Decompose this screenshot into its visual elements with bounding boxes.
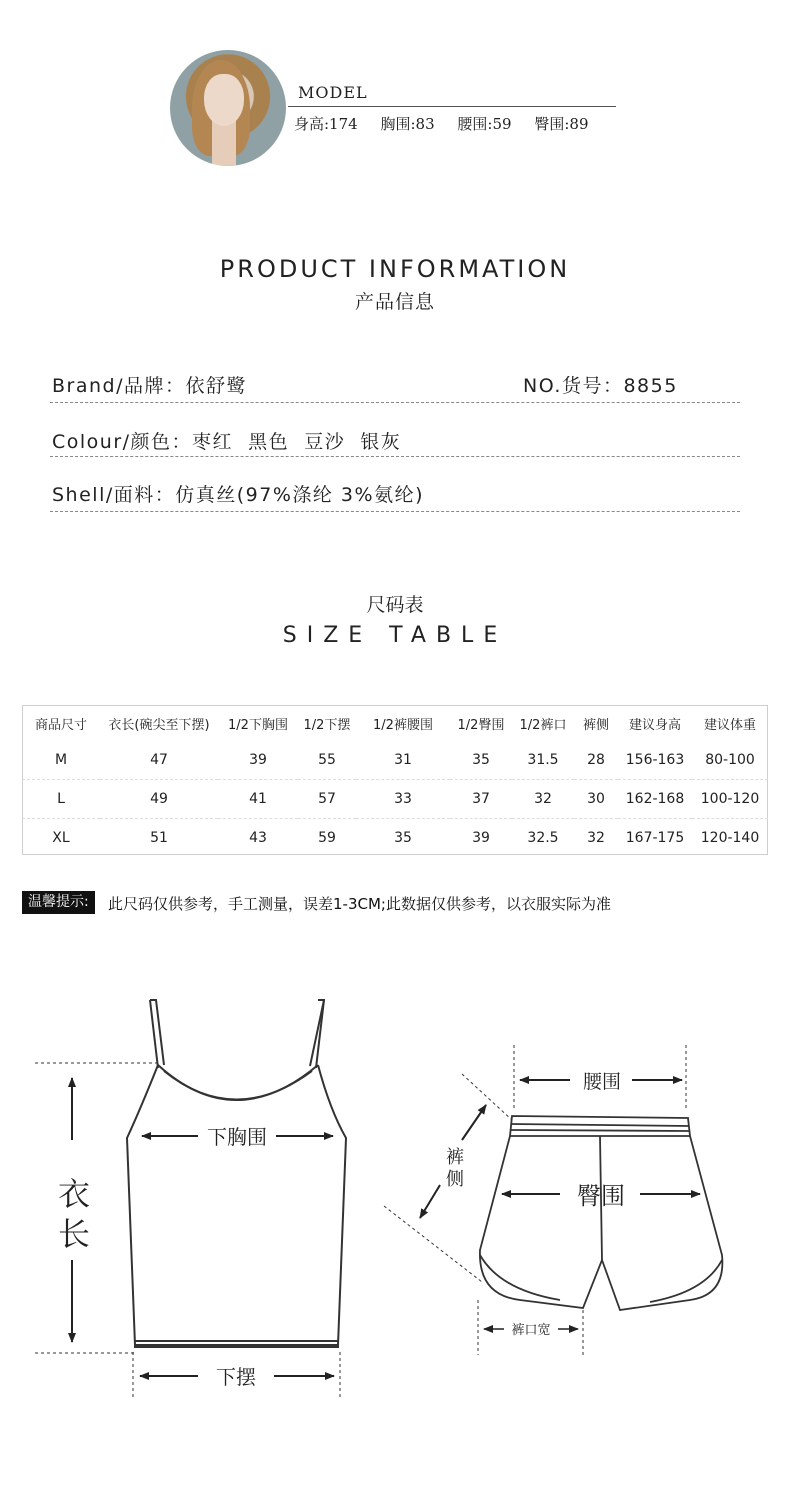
divider [50,456,740,457]
table-header-cell: 建议身高 [628,717,681,733]
table-cell: 35 [472,752,490,768]
tip-badge: 温馨提示: [22,891,95,914]
table-header-cell: 1/2臀围 [457,717,505,733]
table-cell: 32.5 [512,819,574,858]
product-info-title: PRODUCT INFORMATION [219,255,571,283]
table-cell: 120-140 [692,819,768,858]
model-stats [294,113,607,134]
table-cell: 32 [512,780,574,819]
item-number: NO.货号：8855 [523,375,678,397]
top-hem-label: 下摆 [216,1365,256,1389]
table-row [22,741,768,780]
shorts-side-label-2: 侧 [446,1169,464,1190]
top-length-label-1: 衣 [57,1175,91,1213]
size-table [22,705,768,857]
model-height: 身高:174 [294,115,358,133]
top-chest-label: 下胸围 [207,1125,267,1149]
shorts-side-label-1: 裤 [446,1147,464,1168]
tip-text: 此尺码仅供参考，手工测量，误差1-3CM;此数据仅供参考，以衣服实际为准 [108,895,611,913]
table-row [22,780,768,819]
table-header-cell: 裤侧 [582,717,609,733]
table-cell: 35 [356,819,450,858]
table-header-cell: 1/2裤腰围 [373,717,433,733]
table-cell: 43 [218,819,298,858]
colour-row: Colour/颜色：枣红 黑色 豆沙 银灰 [52,431,402,453]
table-cell: 49 [100,780,218,819]
table-cell: 33 [356,780,450,819]
table-cell: 59 [298,819,356,858]
table-cell: 31 [394,752,412,768]
size-table-title-cn: 尺码表 [366,594,424,616]
table-cell: 32 [574,819,618,858]
table-cell: 39 [450,819,512,858]
table-cell: L [22,780,100,819]
side-arrow-up [462,1105,486,1140]
table-header-cell: 商品尺寸 [34,717,87,733]
table-cell: 41 [218,780,298,819]
table-cell: 162-168 [618,780,692,819]
top-length-label-2: 长 [57,1215,91,1253]
table-cell: 47 [150,752,168,768]
model-label: MODEL [298,83,368,102]
table-cell: 167-175 [618,819,692,858]
shorts-guides [384,1045,686,1355]
shorts-hip-label: 臀围 [577,1182,625,1210]
measurement-diagram [0,960,790,1430]
shorts-outline [480,1116,722,1310]
table-header-cell: 1/2下摆 [303,717,351,733]
table-header-cell: 建议体重 [703,717,756,733]
brand-row: Brand/品牌：依舒鹭 [52,375,247,397]
table-header-cell: 衣长(碗尖至下摆) [108,717,210,733]
model-hip: 臀围:89 [534,115,589,133]
shorts-leg-label: 裤口宽 [511,1323,551,1338]
table-cell: 39 [249,752,267,768]
size-table-title-en: SIZE TABLE [282,623,508,648]
shell-row: Shell/面料：仿真丝(97%涤纶 3%氨纶) [52,484,424,506]
table-cell: 55 [318,752,336,768]
shorts-waist-label: 腰围 [582,1071,622,1093]
table-cell: 51 [100,819,218,858]
side-arrow-down [420,1185,440,1218]
table-cell: 80-100 [705,752,755,768]
table-cell: M [54,752,68,768]
camisole-outline [127,1000,346,1347]
model-waist: 腰围:59 [457,115,512,133]
table-header-row [22,705,768,741]
table-row [22,819,768,858]
table-header-cell: 1/2下胸围 [228,717,288,733]
model-bust: 胸围:83 [380,115,435,133]
divider [50,511,740,512]
table-cell: 100-120 [692,780,768,819]
table-cell: 156-163 [625,752,685,768]
table-cell: XL [22,819,100,858]
table-cell: 28 [587,752,605,768]
table-cell: 37 [450,780,512,819]
table-header-cell: 1/2裤口 [519,717,567,733]
table-cell: 57 [298,780,356,819]
product-info-subtitle: 产品信息 [354,291,435,313]
table-cell: 31.5 [527,752,559,768]
divider [50,402,740,403]
model-avatar [170,50,286,166]
model-divider [288,106,616,107]
table-cell: 30 [574,780,618,819]
